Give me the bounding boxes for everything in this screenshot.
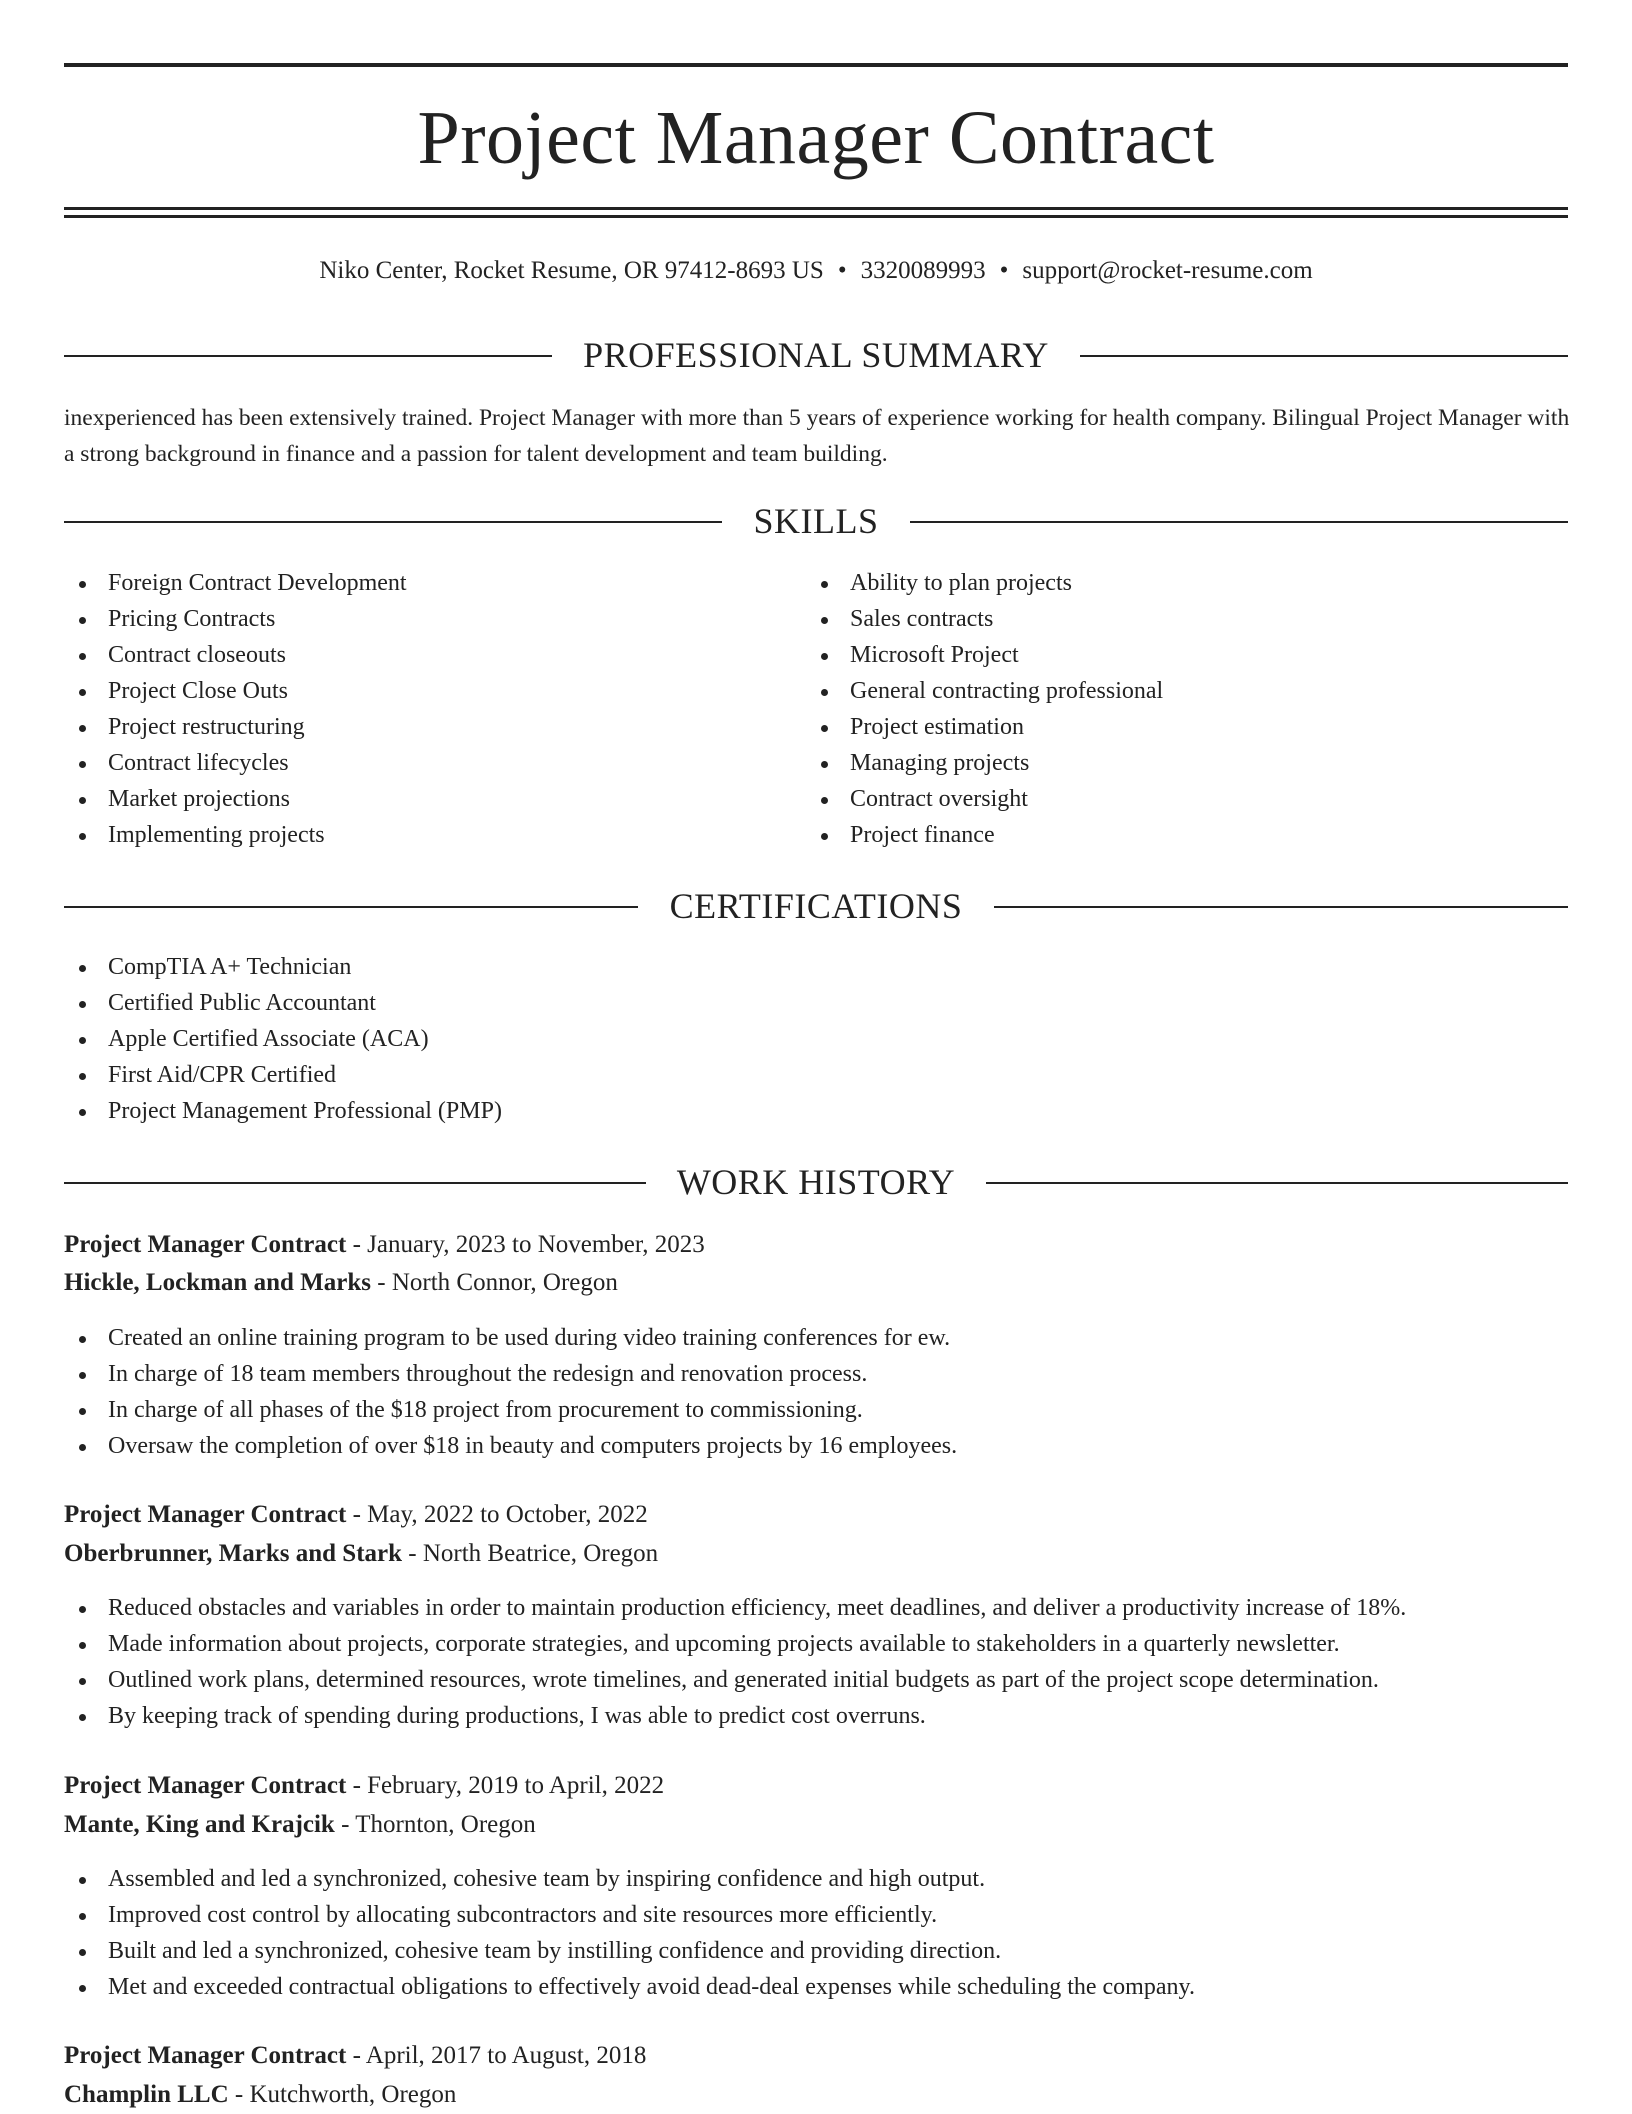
job-bullet: Met and exceeded contractual obligations to effectively avoid dead-deal expenses while scheduling the company. bbox=[64, 1969, 1568, 2005]
dash: - bbox=[377, 1269, 386, 1296]
skills-list-left bbox=[64, 565, 764, 853]
header-double-rule-top bbox=[64, 207, 1568, 210]
job-company: Champlin LLC bbox=[64, 2081, 229, 2108]
contact-line bbox=[0, 253, 1632, 289]
skill-item: Foreign Contract Development bbox=[64, 565, 764, 601]
job-title-line bbox=[64, 1767, 664, 1805]
job-dates: January, 2023 to November, 2023 bbox=[367, 1231, 705, 1258]
section-title: PROFESSIONAL SUMMARY bbox=[64, 330, 1568, 380]
header-top-rule bbox=[64, 63, 1568, 67]
skill-item: Contract closeouts bbox=[64, 637, 764, 673]
job-bullet: In charge of 18 team members throughout the redesign and renovation process. bbox=[64, 1356, 1568, 1392]
dash: - bbox=[408, 1540, 417, 1567]
skill-item: Project Close Outs bbox=[64, 673, 764, 709]
skill-item: Project restructuring bbox=[64, 709, 764, 745]
certifications-list bbox=[64, 949, 1464, 1129]
skills-section-heading bbox=[64, 496, 1568, 546]
job-dates: February, 2019 to April, 2022 bbox=[367, 1772, 665, 1799]
skill-item: Sales contracts bbox=[806, 601, 1566, 637]
dash: - bbox=[341, 1811, 350, 1838]
skill-item: Project estimation bbox=[806, 709, 1566, 745]
job-bullet: Oversaw the completion of over $18 in beauty and computers projects by 16 employees. bbox=[64, 1428, 1568, 1464]
job-bullets bbox=[64, 1861, 1568, 2005]
job-title: Project Manager Contract bbox=[64, 1231, 347, 1258]
contact-phone: 3320089993 bbox=[860, 257, 986, 284]
contact-separator: • bbox=[999, 257, 1009, 284]
job-company-line bbox=[64, 1264, 618, 1302]
work-history-section-heading bbox=[64, 1157, 1568, 1207]
skill-item: Contract oversight bbox=[806, 781, 1566, 817]
job-bullet: Created an online training program to be used during video training conferences for ew. bbox=[64, 1320, 1568, 1356]
job-company: Hickle, Lockman and Marks bbox=[64, 1269, 371, 1296]
page-title: Project Manager Contract bbox=[417, 96, 1215, 180]
skill-item: Ability to plan projects bbox=[806, 565, 1566, 601]
section-title: WORK HISTORY bbox=[64, 1157, 1568, 1207]
job-bullet: Built and led a synchronized, cohesive team by instilling confidence and providing direction. bbox=[64, 1933, 1568, 1969]
job-bullet: Assembled and led a synchronized, cohesive team by inspiring confidence and high output. bbox=[64, 1861, 1568, 1897]
job-bullet: Made information about projects, corporate strategies, and upcoming projects available to stakeholders in a quarterly newsletter. bbox=[64, 1626, 1568, 1662]
skill-item: Project finance bbox=[806, 817, 1566, 853]
certification-item: Apple Certified Associate (ACA) bbox=[64, 1021, 1464, 1057]
job-title-line bbox=[64, 1496, 648, 1534]
job-bullets bbox=[64, 1590, 1568, 1734]
job-bullet: Reduced obstacles and variables in order to maintain production efficiency, meet deadlines, and deliver a productivity increase of 18%. bbox=[64, 1590, 1568, 1626]
contact-separator: • bbox=[837, 257, 847, 284]
job-company-line bbox=[64, 2076, 456, 2114]
section-title: SKILLS bbox=[64, 496, 1568, 546]
skill-item: General contracting professional bbox=[806, 673, 1566, 709]
skill-item: Market projections bbox=[64, 781, 764, 817]
job-title-line bbox=[64, 1226, 705, 1264]
certification-item: First Aid/CPR Certified bbox=[64, 1057, 1464, 1093]
skill-item: Implementing projects bbox=[64, 817, 764, 853]
certification-item: CompTIA A+ Technician bbox=[64, 949, 1464, 985]
dash: - bbox=[352, 1501, 361, 1528]
skill-item: Managing projects bbox=[806, 745, 1566, 781]
header-double-rule-bottom bbox=[64, 215, 1568, 218]
skill-item: Contract lifecycles bbox=[64, 745, 764, 781]
certification-item: Certified Public Accountant bbox=[64, 985, 1464, 1021]
job-dates: April, 2017 to August, 2018 bbox=[365, 2042, 647, 2069]
contact-address: Niko Center, Rocket Resume, OR 97412-8693 US bbox=[319, 257, 824, 284]
job-bullet: Outlined work plans, determined resources, wrote timelines, and generated initial budgets as part of the project scope determination. bbox=[64, 1662, 1568, 1698]
contact-email[interactable]: support@rocket-resume.com bbox=[1022, 257, 1313, 284]
job-title: Project Manager Contract bbox=[64, 1772, 347, 1799]
skill-item: Microsoft Project bbox=[806, 637, 1566, 673]
job-bullet: By keeping track of spending during productions, I was able to predict cost overruns. bbox=[64, 1698, 1568, 1734]
job-company-line bbox=[64, 1535, 658, 1573]
certification-item: Project Management Professional (PMP) bbox=[64, 1093, 1464, 1129]
job-title-line bbox=[64, 2037, 646, 2075]
summary-section-heading bbox=[64, 330, 1568, 380]
job-company-line bbox=[64, 1806, 536, 1844]
dash: - bbox=[352, 2042, 361, 2069]
job-location: North Beatrice, Oregon bbox=[422, 1540, 659, 1567]
dash: - bbox=[352, 1231, 361, 1258]
job-company: Mante, King and Krajcik bbox=[64, 1811, 335, 1838]
dash: - bbox=[234, 2081, 244, 2108]
job-bullets bbox=[64, 1320, 1568, 1464]
skill-item: Pricing Contracts bbox=[64, 601, 764, 637]
dash: - bbox=[352, 1772, 361, 1799]
job-location: North Connor, Oregon bbox=[391, 1269, 618, 1296]
section-title: CERTIFICATIONS bbox=[64, 881, 1568, 931]
job-title: Project Manager Contract bbox=[64, 1501, 347, 1528]
certifications-section-heading bbox=[64, 881, 1568, 931]
job-location: Thornton, Oregon bbox=[355, 1811, 536, 1838]
job-bullet: In charge of all phases of the $18 project from procurement to commissioning. bbox=[64, 1392, 1568, 1428]
job-company: Oberbrunner, Marks and Stark bbox=[64, 1540, 403, 1567]
job-location: Kutchworth, Oregon bbox=[249, 2081, 457, 2108]
skills-list-right bbox=[806, 565, 1566, 853]
job-bullet: Improved cost control by allocating subcontractors and site resources more efficiently. bbox=[64, 1897, 1568, 1933]
job-title: Project Manager Contract bbox=[64, 2042, 347, 2069]
job-dates: May, 2022 to October, 2022 bbox=[367, 1501, 648, 1528]
summary-text: inexperienced has been extensively trained. Project Manager with more than 5 years of experience working for health company. Bilingual Project Manager with a strong background in finance and a passion for talent development and team building. bbox=[64, 405, 1570, 467]
